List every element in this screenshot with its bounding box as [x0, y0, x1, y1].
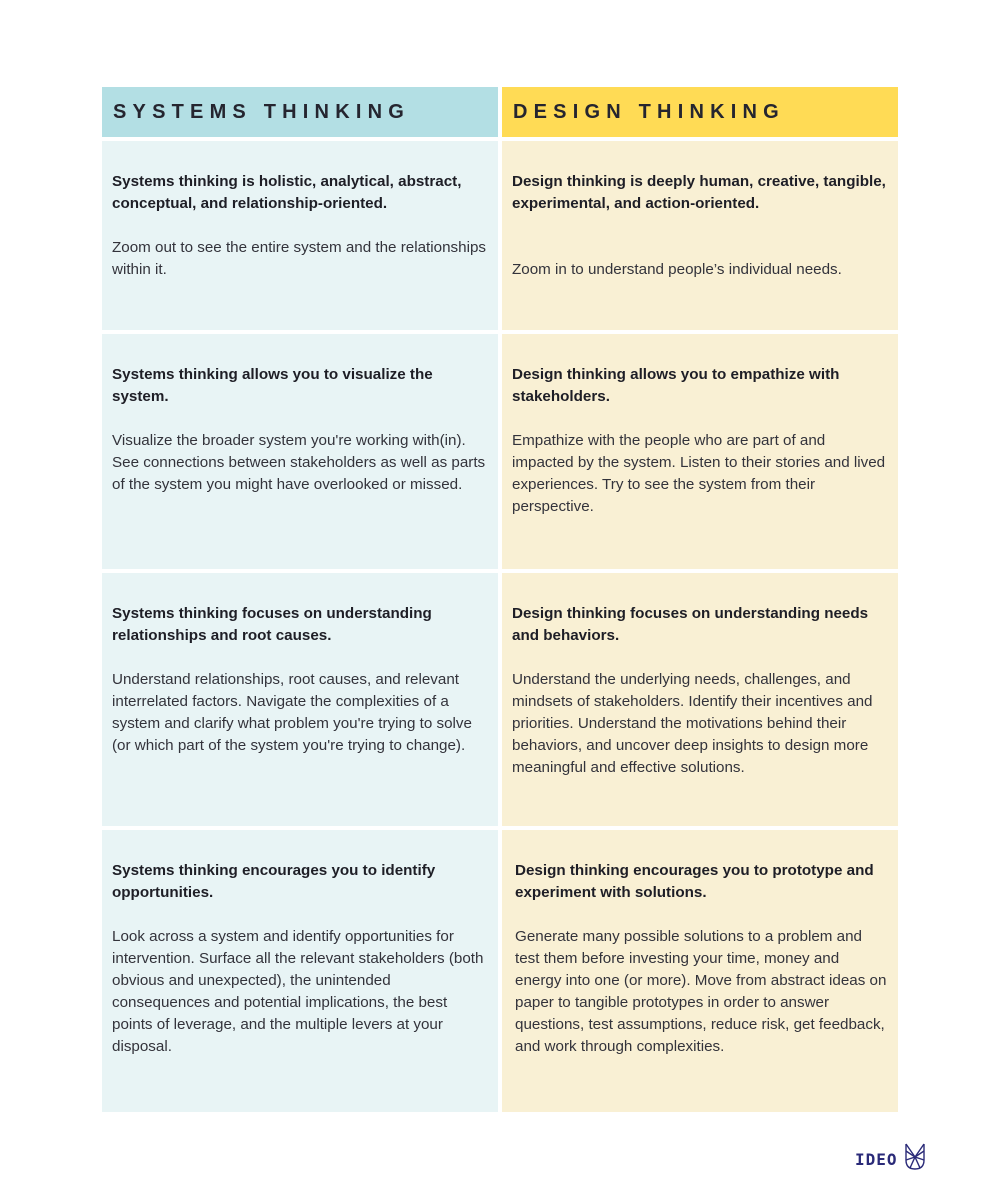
design-body-2: Empathize with the people who are part of and impacted by the system. Listen to their stories and lived experiences. Try to see the system from their perspective. — [512, 432, 886, 515]
design-lead-2: Design thinking allows you to empathize with stakeholders. — [512, 366, 840, 405]
systems-body-2: Visualize the broader system you're working with(in). See connections between stakeholders as well as parts of the system you might have overlooked or missed. — [112, 432, 486, 493]
systems-cell-4 — [102, 830, 498, 1112]
design-lead-3: Design thinking focuses on understanding needs and behaviors. — [512, 605, 869, 644]
design-cell-3 — [502, 573, 898, 826]
design-body-3: Understand the underlying needs, challenges, and mindsets of stakeholders. Identify their incentives and priorities. Understand the motivations behind their behaviors, and uncover deep insights to design more meaningful and effective solutions. — [512, 671, 873, 776]
logo-text: IDEO — [855, 1150, 898, 1169]
systems-lead-2: Systems thinking allows you to visualize the system. — [112, 366, 433, 405]
systems-lead-4: Systems thinking encourages you to identify opportunities. — [112, 862, 436, 901]
systems-cell-3 — [102, 573, 498, 826]
systems-cell-1 — [102, 141, 498, 330]
design-body-1: Zoom in to understand people’s individual needs. — [512, 261, 842, 278]
design-body-4: Generate many possible solutions to a problem and test them before investing your time, money and energy into one (or more). Move from abstract ideas on paper to tangible prototypes in order to answer questions, test assumptions, reduce risk, get feedback, and work through complexities. — [515, 928, 887, 1055]
comparison-table — [102, 87, 898, 1112]
design-thinking-header: DESIGN THINKING — [502, 87, 898, 137]
systems-lead-3: Systems thinking focuses on understanding relationships and root causes. — [112, 605, 432, 644]
systems-cell-2 — [102, 334, 498, 569]
design-cell-1 — [502, 141, 898, 330]
design-lead-4: Design thinking encourages you to prototype and experiment with solutions. — [515, 862, 874, 901]
design-cell-4 — [502, 830, 898, 1112]
ideo-u-logo — [855, 1143, 926, 1176]
design-cell-2 — [502, 334, 898, 569]
systems-body-4: Look across a system and identify opportunities for intervention. Surface all the relevant stakeholders (both obvious and unexpected), the unintended consequences and potential implications, the best points of leverage, and the multiple levers at your disposal. — [112, 928, 484, 1055]
ideo-u-icon — [904, 1143, 926, 1176]
systems-lead-1: Systems thinking is holistic, analytical, abstract, conceptual, and relationship-oriented. — [112, 173, 462, 212]
systems-body-3: Understand relationships, root causes, and relevant interrelated factors. Navigate the complexities of a system and clarify what problem you're trying to solve (or which part of the system you're trying to change). — [112, 671, 472, 754]
systems-thinking-header: SYSTEMS THINKING — [102, 87, 498, 137]
design-lead-1: Design thinking is deeply human, creative, tangible, experimental, and action-oriented. — [512, 173, 886, 212]
systems-body-1: Zoom out to see the entire system and the relationships within it. — [112, 239, 486, 278]
